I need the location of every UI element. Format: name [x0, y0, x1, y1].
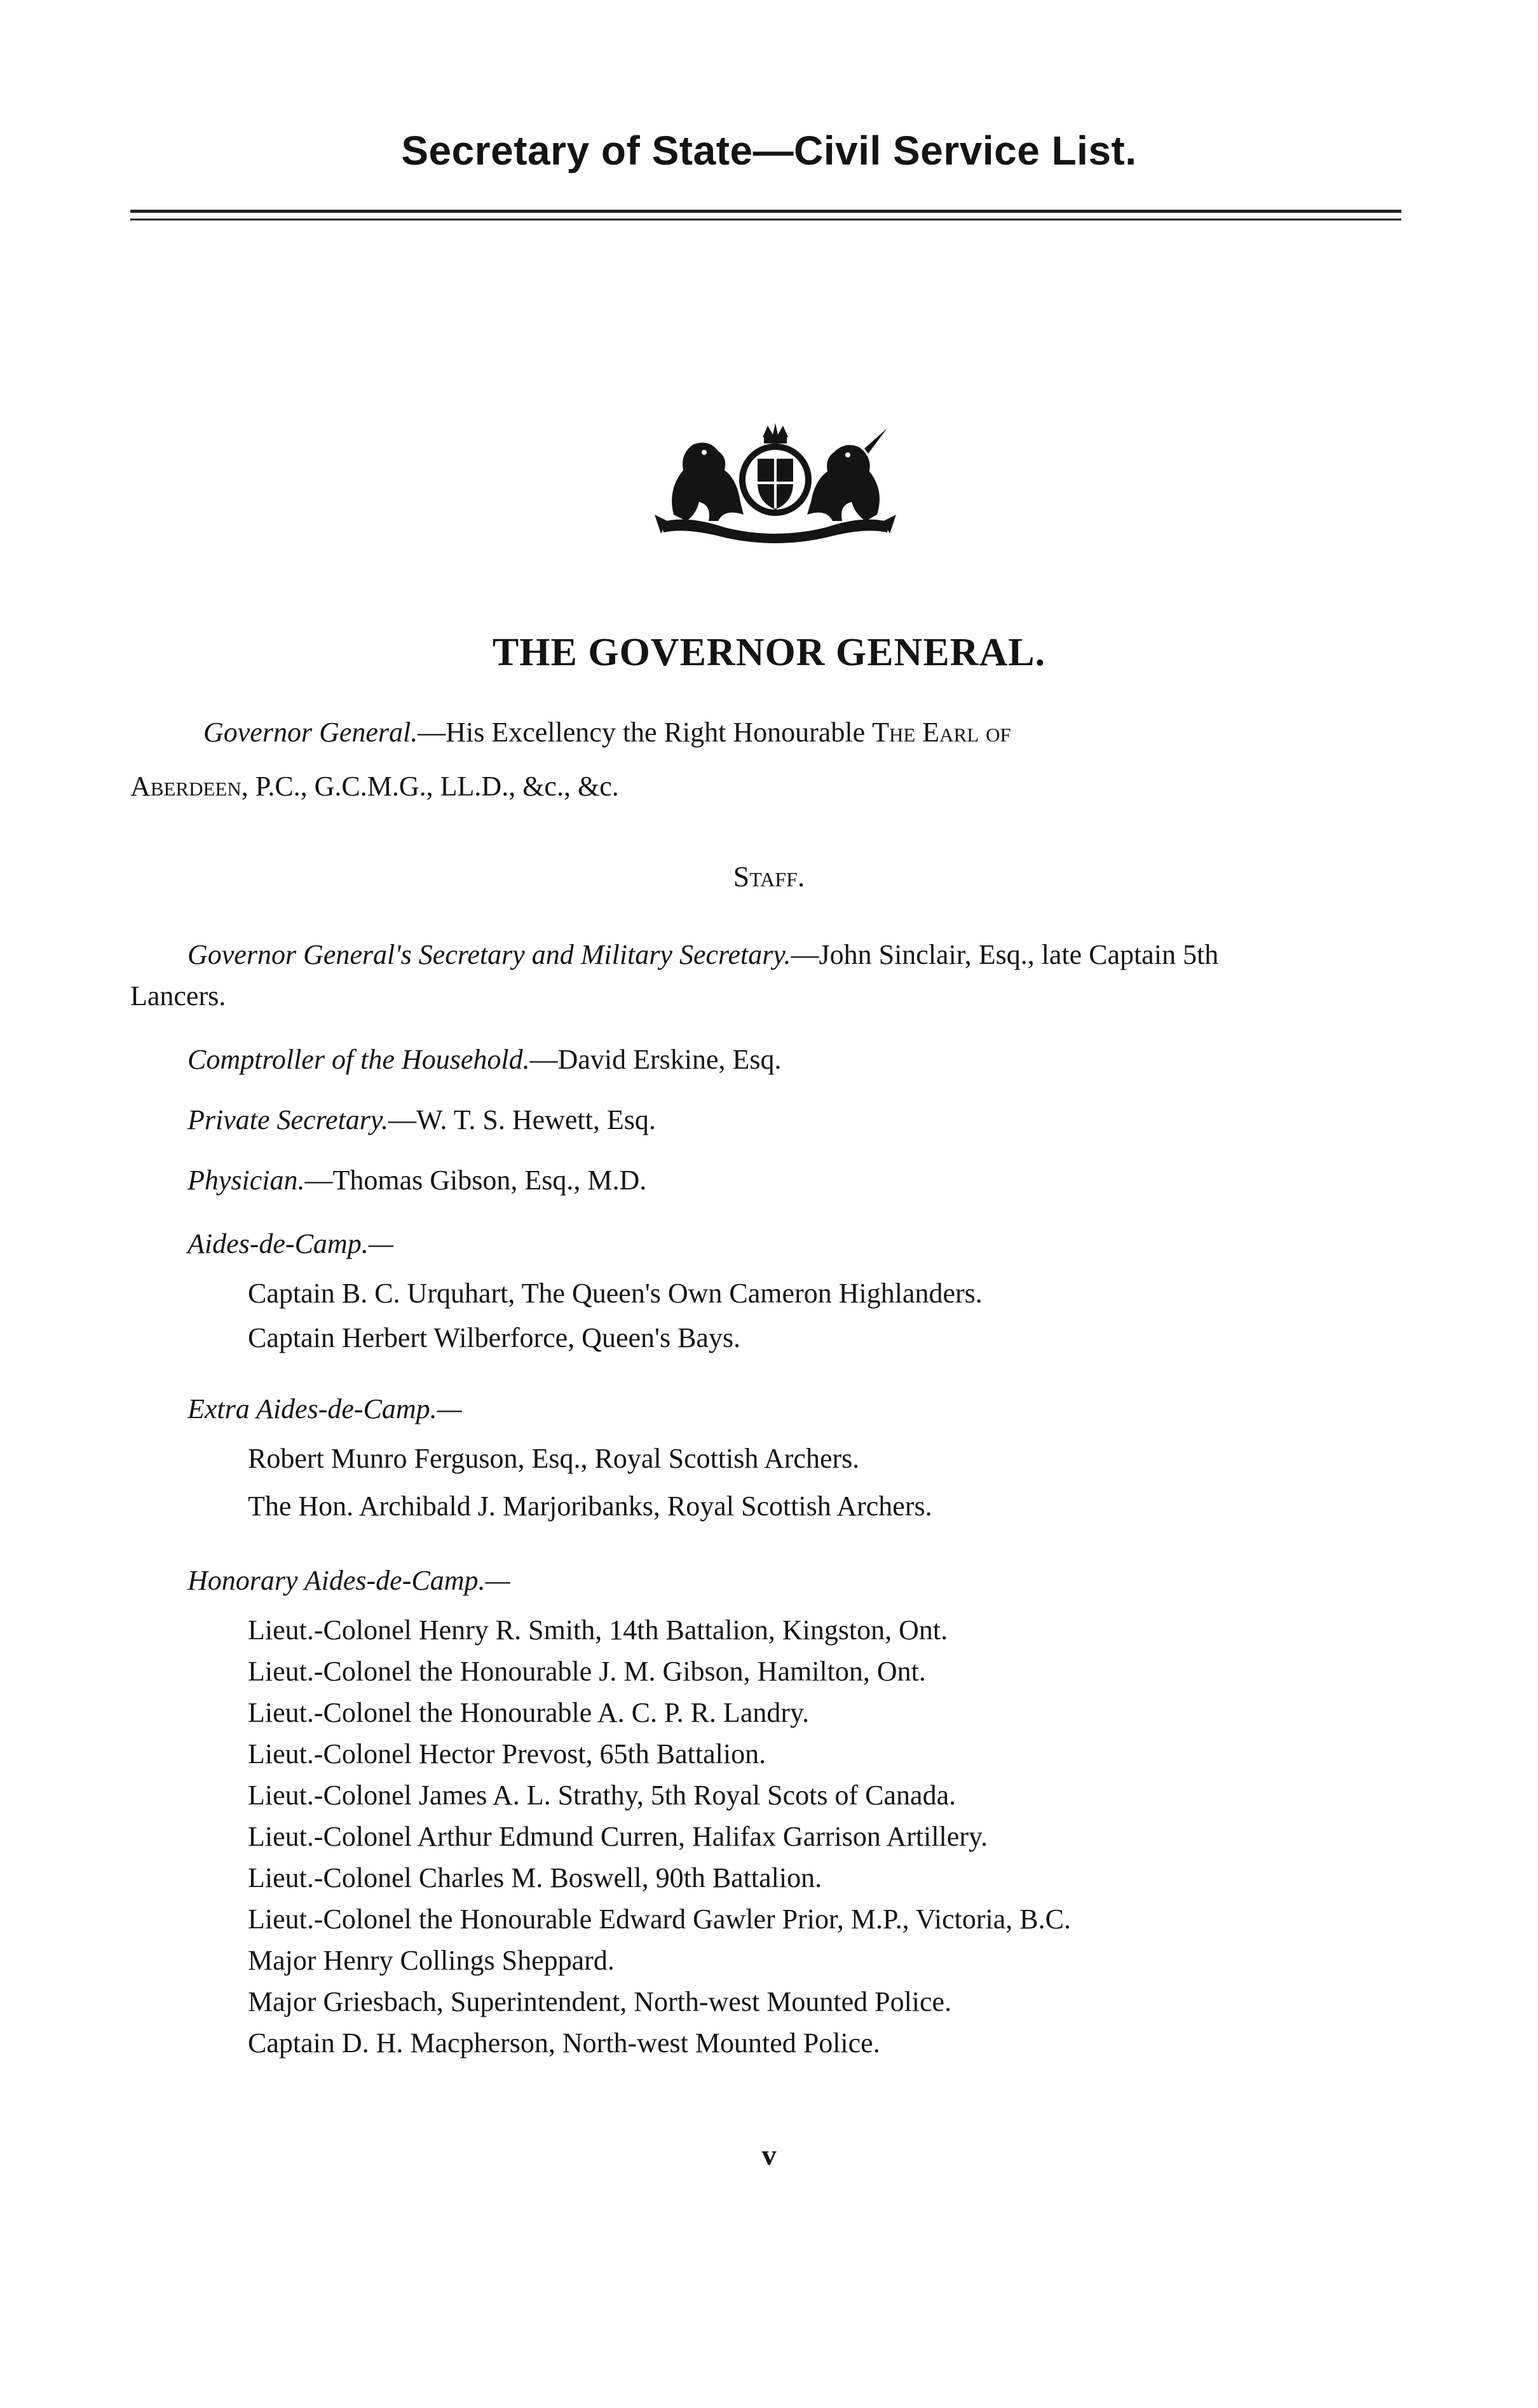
staff-private-secretary — [187, 1099, 656, 1141]
extra-aides-heading: Extra Aides-de-Camp.— — [187, 1393, 462, 1424]
comptroller-holder: —David Erskine, Esq. — [529, 1044, 782, 1075]
governor-text-2: P.C., G.C.M.G., LL.D., &c., &c. — [255, 771, 619, 802]
honorary-aides-item: Captain D. H. Macpherson, North-west Mounted Police. — [248, 2027, 880, 2059]
private-secretary-office: Private Secretary. — [187, 1104, 389, 1135]
honorary-aides-item: Lieut.-Colonel Arthur Edmund Curren, Halifax Garrison Artillery. — [248, 1821, 988, 1852]
governor-name-1: The Earl of — [872, 717, 1011, 748]
page-number: v — [761, 2139, 777, 2171]
governor-text-1: —His Excellency the Right Honourable — [418, 717, 866, 748]
honorary-aides-heading: Honorary Aides-de-Camp.— — [187, 1565, 510, 1596]
aides-heading: Aides-de-Camp.— — [187, 1228, 393, 1259]
honorary-aides-item: Lieut.-Colonel the Honourable A. C. P. R. Landry. — [248, 1697, 810, 1728]
governor-line-2 — [130, 766, 619, 808]
honorary-aides-item: Lieut.-Colonel James A. L. Strathy, 5th Royal Scots of Canada. — [248, 1780, 956, 1811]
honorary-aides-item: Major Griesbach, Superintendent, North-west Mounted Police. — [248, 1986, 952, 2017]
aides-item: Captain B. C. Urquhart, The Queen's Own Cameron Highlanders. — [248, 1278, 983, 1309]
physician-office: Physician. — [187, 1165, 305, 1196]
honorary-aides-item: Lieut.-Colonel the Honourable Edward Gawler Prior, M.P., Victoria, B.C. — [248, 1904, 1071, 1935]
governor-office: Governor General. — [203, 717, 418, 748]
private-secretary-holder: —W. T. S. Hewett, Esq. — [388, 1104, 656, 1135]
extra-aides-item: The Hon. Archibald J. Marjoribanks, Royal Scottish Archers. — [248, 1491, 932, 1522]
staff-comptroller — [187, 1039, 782, 1081]
staff-secretary-line-1 — [187, 934, 1218, 976]
royal-coat-of-arms-icon — [648, 419, 902, 546]
extra-aides-item: Robert Munro Ferguson, Esq., Royal Scottish Archers. — [248, 1443, 860, 1474]
physician-holder: —Thomas Gibson, Esq., M.D. — [304, 1165, 647, 1196]
header-rule-top — [130, 210, 1401, 213]
secretary-holder-1: —John Sinclair, Esq., late Captain 5th — [791, 939, 1219, 970]
honorary-aides-item: Lieut.-Colonel Hector Prevost, 65th Battalion. — [248, 1738, 766, 1769]
secretary-holder-2: Lancers. — [130, 980, 226, 1011]
staff-heading: Staff. — [733, 860, 805, 893]
honorary-aides-item: Lieut.-Colonel Charles M. Boswell, 90th Battalion. — [248, 1862, 822, 1893]
governor-line-1 — [203, 712, 1011, 754]
section-title: THE GOVERNOR GENERAL. — [492, 631, 1046, 674]
honorary-aides-item: Lieut.-Colonel Henry R. Smith, 14th Battalion, Kingston, Ont. — [248, 1614, 948, 1646]
aides-item: Captain Herbert Wilberforce, Queen's Bays. — [248, 1322, 741, 1353]
honorary-aides-item: Major Henry Collings Sheppard. — [248, 1945, 615, 1976]
running-head: Secretary of State—Civil Service List. — [401, 128, 1137, 173]
header-rule-bottom — [130, 219, 1401, 220]
secretary-office: Governor General's Secretary and Military Secretary. — [187, 939, 791, 970]
staff-physician — [187, 1160, 646, 1201]
comptroller-office: Comptroller of the Household. — [187, 1044, 530, 1075]
honorary-aides-item: Lieut.-Colonel the Honourable J. M. Gibson, Hamilton, Ont. — [248, 1656, 926, 1687]
governor-name-2: Aberdeen, — [130, 771, 248, 802]
